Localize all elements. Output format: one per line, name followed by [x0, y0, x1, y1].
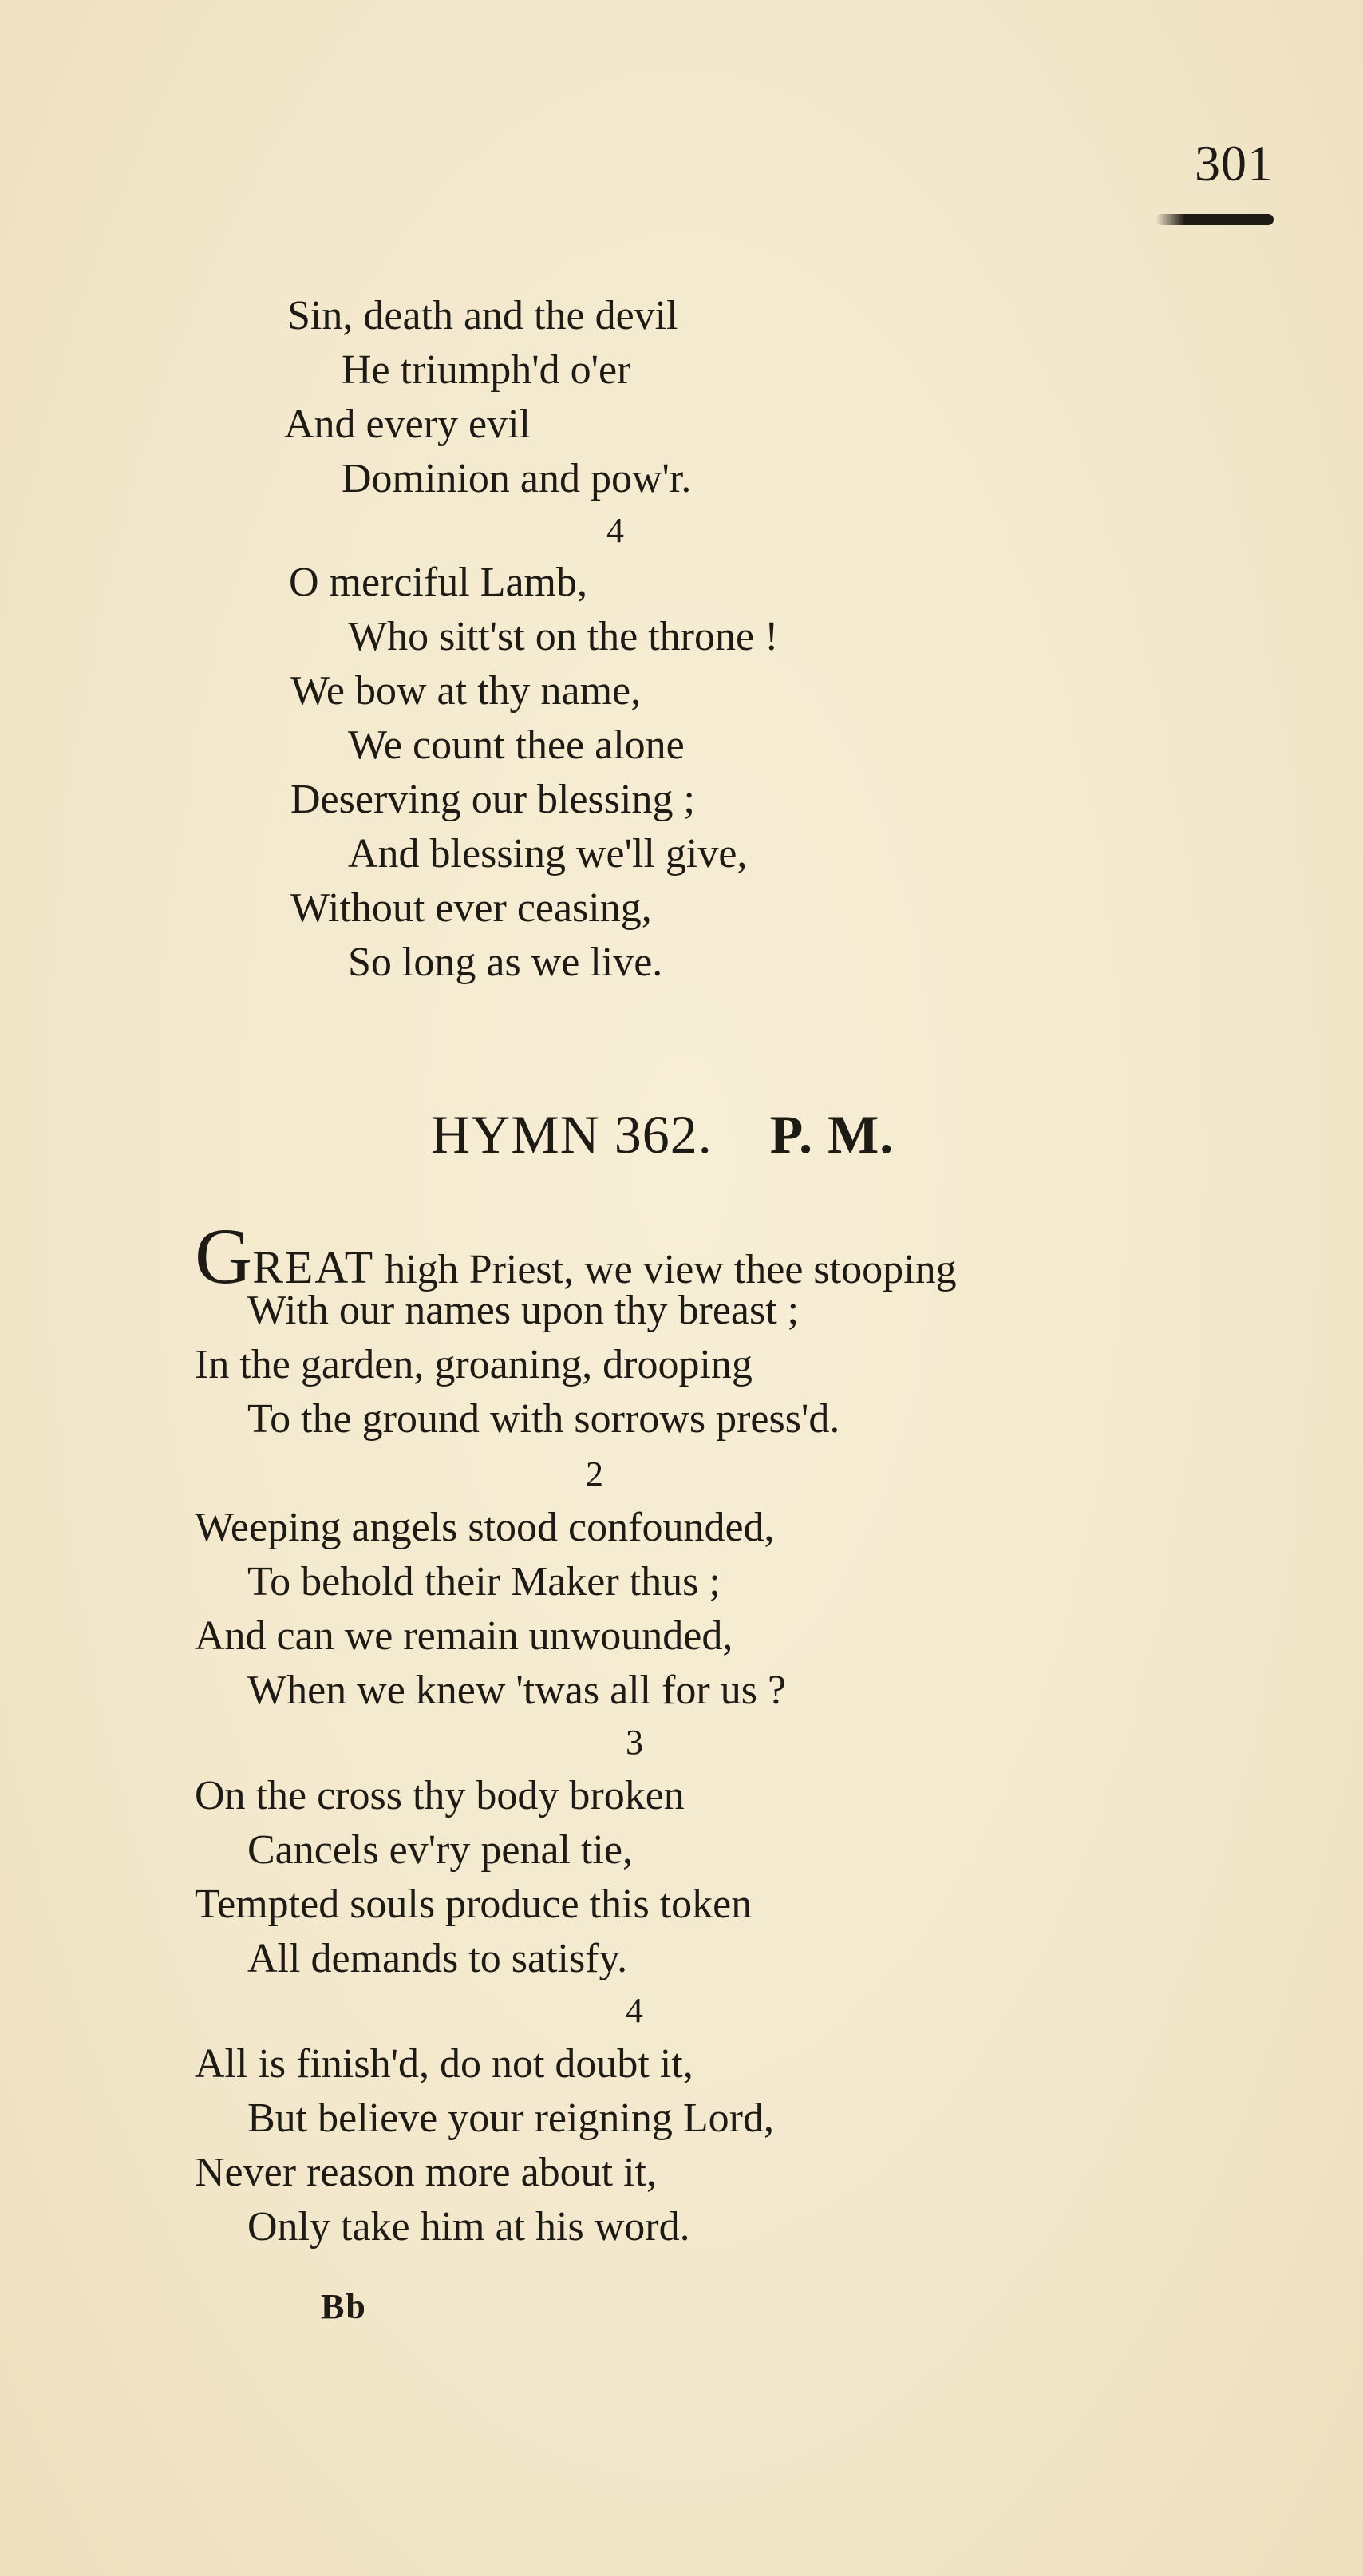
first-line-rest: high Priest, we view thee stooping [374, 1247, 957, 1292]
verse-line: In the garden, groaning, drooping [195, 1342, 753, 1387]
stanza-number: 3 [626, 1723, 643, 1762]
verse-line: Dominion and pow'r. [342, 456, 692, 501]
verse-line-first [195, 1212, 957, 1300]
verse-line: Weeping angels stood confounded, [195, 1505, 775, 1550]
hymn-number: HYMN 362. [431, 1104, 713, 1165]
verse-line: All demands to satisfy. [247, 1936, 628, 1981]
verse-line: And every evil [284, 402, 531, 447]
verse-line: With our names upon thy breast ; [247, 1288, 800, 1333]
stanza-number: 2 [586, 1454, 603, 1494]
verse-line: We bow at thy name, [290, 668, 642, 714]
hymn-meter: P. M. [769, 1104, 895, 1165]
verse-line: So long as we live. [348, 940, 663, 985]
verse-line: O merciful Lamb, [289, 560, 587, 605]
verse-line: To the ground with sorrows press'd. [247, 1396, 840, 1442]
signature-mark: Bb [321, 2287, 367, 2326]
verse-line: Tempted souls produce this token [195, 1882, 753, 1927]
verse-line: On the cross thy body broken [195, 1773, 685, 1818]
verse-line: Sin, death and the devil [287, 293, 678, 338]
verse-line: And can we remain unwounded, [195, 1613, 733, 1659]
verse-line: Without ever ceasing, [290, 885, 652, 931]
verse-line: Deserving our blessing ; [290, 777, 695, 822]
verse-line: He triumph'd o'er [342, 347, 631, 393]
verse-line: Only take him at his word. [247, 2204, 690, 2250]
verse-line: When we knew 'twas all for us ? [247, 1668, 787, 1713]
stanza-number: 4 [606, 511, 624, 550]
stanza-number: 4 [626, 1991, 643, 2030]
verse-line: Who sitt'st on the throne ! [348, 614, 779, 659]
drop-cap: G [195, 1212, 253, 1300]
verse-line: Cancels ev'ry penal tie, [247, 1827, 633, 1873]
verse-line: We count thee alone [348, 722, 685, 768]
hymn-title [431, 1103, 894, 1166]
page-number: 301 [1195, 135, 1274, 192]
header-rule [1156, 214, 1274, 225]
verse-line: But believe your reigning Lord, [247, 2095, 774, 2141]
verse-line: To behold their Maker thus ; [247, 1559, 721, 1605]
verse-line: Never reason more about it, [195, 2150, 658, 2195]
verse-line: All is finish'd, do not doubt it, [195, 2041, 693, 2087]
verse-line: And blessing we'll give, [348, 831, 748, 876]
small-caps: REAT [252, 1241, 375, 1293]
